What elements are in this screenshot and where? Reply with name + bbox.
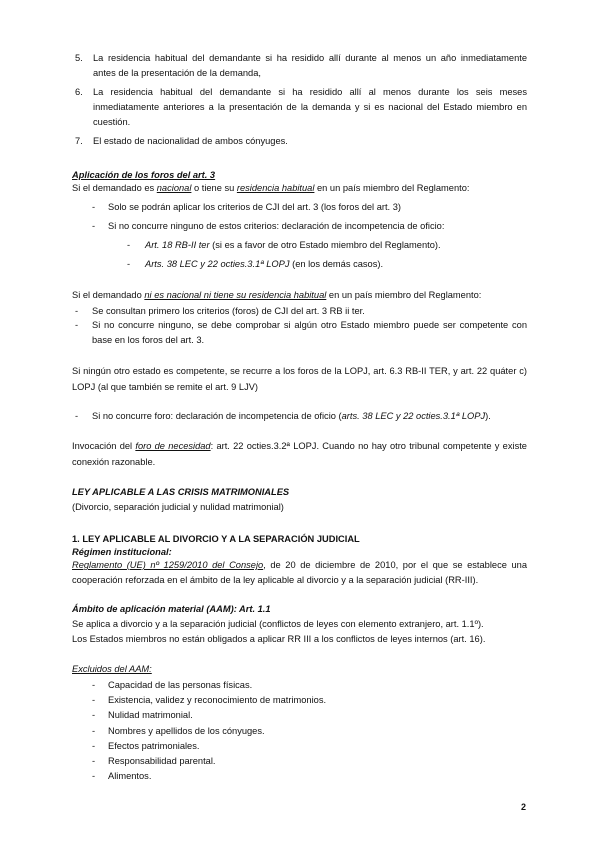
text-run: Si el demandado es bbox=[72, 183, 157, 193]
list-number: 6. bbox=[75, 87, 83, 97]
text-run: Invocación del bbox=[72, 441, 136, 451]
text-run: ni es nacional ni tiene su residencia habitual bbox=[144, 290, 327, 300]
section-heading: 1. LEY APLICABLE AL DIVORCIO Y A LA SEPARACIÓN JUDICIAL bbox=[72, 534, 360, 544]
text-run: (si es a favor de otro Estado miembro del Reglamento). bbox=[209, 240, 441, 250]
bullet-dash: - bbox=[92, 695, 96, 705]
bullet-dash: - bbox=[75, 320, 79, 330]
text-run: residencia habitual bbox=[236, 183, 315, 193]
text-run: foro de necesidad bbox=[135, 441, 211, 451]
text-run: Arts. 38 LEC y 22 octies.3.1ª LOPJ bbox=[145, 259, 290, 269]
list-item: Nulidad matrimonial. bbox=[108, 710, 193, 720]
text-run: , de 20 de diciembre de 2010, por el que se establece una bbox=[263, 560, 527, 570]
paragraph-line bbox=[72, 439, 527, 454]
numbered-item-line: cuestión. bbox=[93, 117, 131, 127]
page-number: 2 bbox=[521, 802, 527, 812]
paragraph-line: Los Estados miembros no están obligados a aplicar RR III a los conflictos de leyes internos (art. 16). bbox=[72, 634, 486, 644]
list-item: Efectos patrimoniales. bbox=[108, 741, 200, 751]
bullet-dash: - bbox=[92, 741, 96, 751]
bullet-dash: - bbox=[127, 259, 131, 269]
bullet-dash: - bbox=[92, 756, 96, 766]
section-subtitle: (Divorcio, separación judicial y nulidad matrimonial) bbox=[72, 502, 284, 512]
paragraph-line bbox=[72, 181, 469, 196]
paragraph-line: conexión razonable. bbox=[72, 457, 156, 467]
list-item: Responsabilidad parental. bbox=[108, 756, 216, 766]
paragraph-line: cooperación reforzada en el ámbito de la ley aplicable al divorcio y a la separación judicial (RR-III). bbox=[72, 575, 479, 585]
numbered-item-line: El estado de nacionalidad de ambos cónyuges. bbox=[93, 136, 288, 146]
subsection-heading: Excluidos del AAM: bbox=[72, 664, 152, 674]
numbered-item-line: inmediatamente anteriores a la presentación de la demanda y si es nacional del Estado miembro en bbox=[93, 102, 527, 112]
list-item: Alimentos. bbox=[108, 771, 152, 781]
bullet-item: Si no concurre ninguno, se debe comprobar si algún otro Estado miembro puede ser competente con bbox=[92, 320, 527, 330]
paragraph-line: Si ningún otro estado es competente, se recurre a los foros de la LOPJ, art. 6.3 RB-II TER, y art. 22 quáter c) bbox=[72, 366, 527, 376]
text-run: Si no concurre foro: declaración de incompetencia de oficio ( bbox=[92, 411, 342, 421]
bullet-item bbox=[92, 409, 491, 424]
paragraph-line bbox=[72, 558, 527, 573]
bullet-dash: - bbox=[92, 771, 96, 781]
bullet-dash: - bbox=[92, 221, 96, 231]
numbered-item-line: La residencia habitual del demandante si ha residido allí al menos durante los seis meses bbox=[93, 87, 527, 97]
bullet-dash: - bbox=[92, 710, 96, 720]
bullet-dash: - bbox=[92, 726, 96, 736]
list-number: 7. bbox=[75, 136, 83, 146]
bullet-dash: - bbox=[92, 680, 96, 690]
list-item: Capacidad de las personas físicas. bbox=[108, 680, 253, 690]
text-run: nacional bbox=[156, 183, 192, 193]
text-run: en un país miembro del Reglamento: bbox=[326, 290, 482, 300]
subsection-heading: Régimen institucional: bbox=[72, 547, 172, 557]
numbered-item-line: antes de la presentación de la demanda, bbox=[93, 68, 261, 78]
subsection-heading: Ámbito de aplicación material (AAM): Art. 1.1 bbox=[72, 604, 271, 614]
text-run: Art. 18 RB-II ter bbox=[145, 240, 210, 250]
bullet-item: Si no concurre ninguno de estos criterios: declaración de incompetencia de oficio: bbox=[108, 221, 445, 231]
numbered-item-line: La residencia habitual del demandante si ha residido allí durante al menos un año inmediatamente bbox=[93, 53, 527, 63]
bullet-dash: - bbox=[127, 240, 131, 250]
bullet-item-line: base en los foros del art. 3. bbox=[92, 335, 205, 345]
text-run: : art. 22 octies.3.2ª LOPJ. Cuando no hay otro tribunal competente y existe bbox=[210, 441, 527, 451]
paragraph-line: Se aplica a divorcio y a la separación judicial (conflictos de leyes con elemento extranjero, art. 1.1º). bbox=[72, 619, 484, 629]
text-run: (en los demás casos). bbox=[289, 259, 384, 269]
regulation-link: Reglamento (UE) nº 1259/2010 del Consejo bbox=[72, 560, 264, 570]
list-item: Nombres y apellidos de los cónyuges. bbox=[108, 726, 265, 736]
bullet-item: Solo se podrán aplicar los criterios de CJI del art. 3 (los foros del art. 3) bbox=[108, 202, 401, 212]
section-heading: LEY APLICABLE A LAS CRISIS MATRIMONIALES bbox=[72, 487, 290, 497]
text-run: o tiene su bbox=[191, 183, 237, 193]
paragraph-line: LOPJ (al que también se remite el art. 9 LJV) bbox=[72, 382, 259, 392]
text-run: Si el demandado bbox=[72, 290, 145, 300]
paragraph-line bbox=[72, 288, 481, 303]
list-number: 5. bbox=[75, 53, 83, 63]
sub-bullet-item bbox=[145, 238, 441, 253]
bullet-dash: - bbox=[75, 411, 79, 421]
bullet-dash: - bbox=[92, 202, 96, 212]
section-heading: Aplicación de los foros del art. 3 bbox=[72, 170, 216, 180]
text-run: ). bbox=[485, 411, 491, 421]
sub-bullet-item bbox=[145, 257, 383, 272]
list-item: Existencia, validez y reconocimiento de matrimonios. bbox=[108, 695, 327, 705]
text-run: arts. 38 LEC y 22 octies.3.1ª LOPJ bbox=[341, 411, 486, 421]
bullet-dash: - bbox=[75, 306, 79, 316]
text-run: en un país miembro del Reglamento: bbox=[314, 183, 470, 193]
bullet-item: Se consultan primero los criterios (foros) de CJI del art. 3 RB ii ter. bbox=[92, 306, 365, 316]
